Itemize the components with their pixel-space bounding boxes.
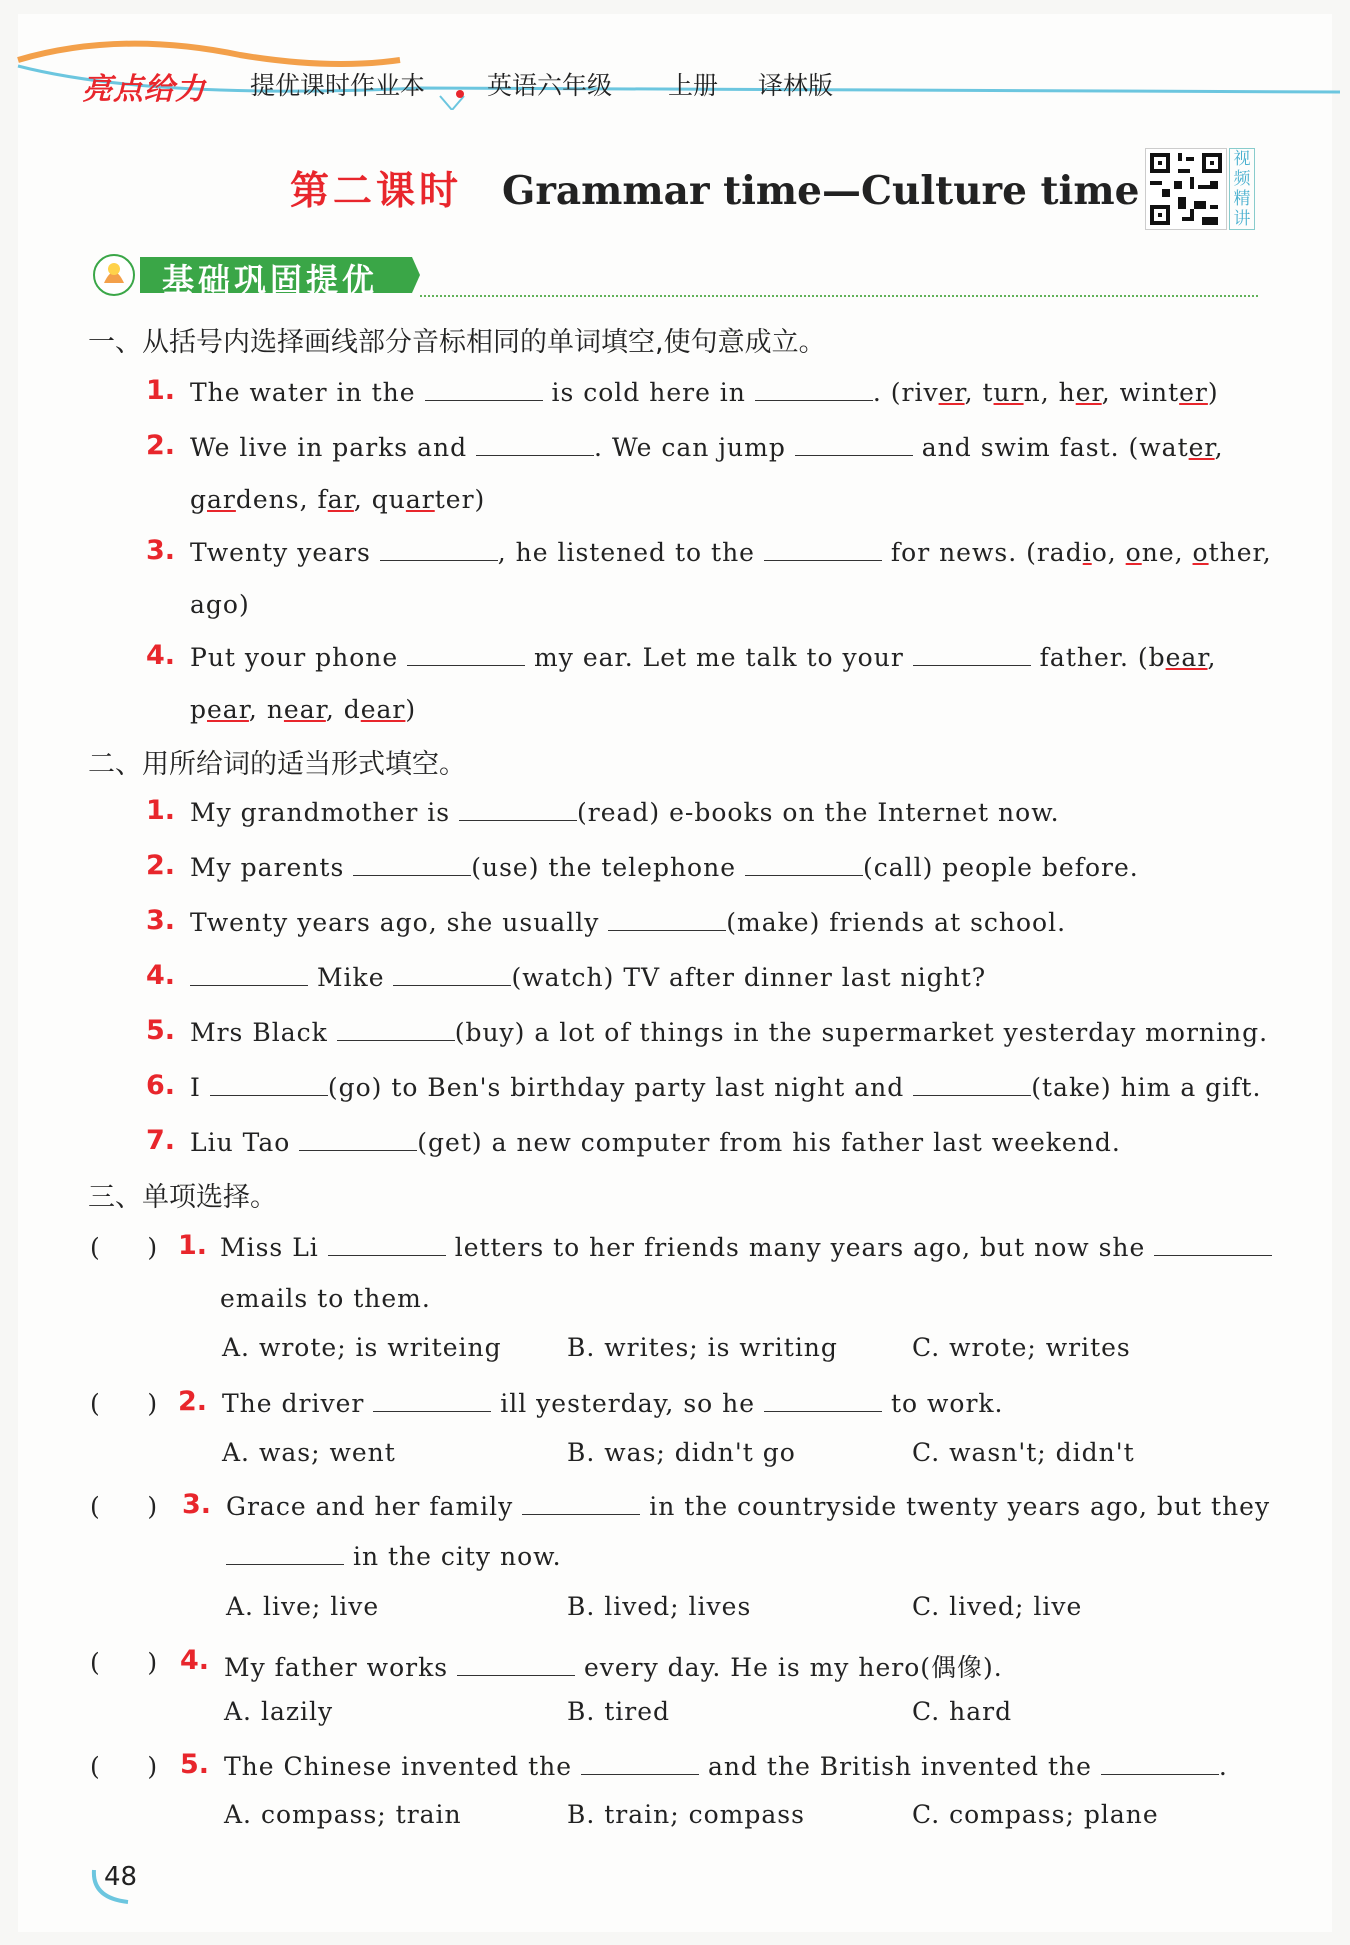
- question-line: Liu Tao (get) a new computer from his father last weekend.: [190, 1128, 1121, 1157]
- answer-blank[interactable]: [476, 433, 594, 456]
- question-line: The Chinese invented the and the British invented the .: [224, 1752, 1228, 1781]
- banner-divider: [420, 295, 1258, 297]
- option-a[interactable]: A. wrote; is writeing: [222, 1333, 502, 1362]
- option-b[interactable]: B. train; compass: [567, 1800, 805, 1829]
- answer-blank[interactable]: [407, 643, 525, 666]
- question-number: 1.: [178, 1230, 208, 1261]
- answer-blank[interactable]: [380, 538, 498, 561]
- question-line: ago): [190, 590, 250, 619]
- question-line: I (go) to Ben's birthday party last night and (take) him a gift.: [190, 1073, 1262, 1102]
- question-number: 3.: [182, 1489, 212, 1520]
- answer-blank[interactable]: [328, 1233, 446, 1256]
- option-a[interactable]: A. compass; train: [224, 1800, 462, 1829]
- lesson-topic: Grammar time—Culture time: [502, 168, 1140, 214]
- question-number: 7.: [146, 1125, 176, 1156]
- question-line: The water in the is cold here in . (river, turn, her, winter): [190, 378, 1219, 407]
- question-line: Mike (watch) TV after dinner last night?: [190, 963, 986, 992]
- option-a[interactable]: A. lazily: [224, 1697, 334, 1726]
- answer-blank[interactable]: [353, 853, 471, 876]
- answer-bracket[interactable]: ( ): [90, 1752, 158, 1781]
- answer-blank[interactable]: [210, 1073, 328, 1096]
- section-banner-label: 基础巩固提优: [162, 261, 379, 299]
- question-number: 2.: [178, 1386, 208, 1417]
- answer-blank[interactable]: [745, 853, 863, 876]
- answer-bracket[interactable]: ( ): [90, 1389, 158, 1418]
- question-line: Twenty years ago, she usually (make) friends at school.: [190, 908, 1067, 937]
- answer-blank[interactable]: [226, 1542, 344, 1565]
- edition-label: 译林版: [758, 71, 834, 100]
- question-number: 5.: [180, 1749, 210, 1780]
- question-number: 4.: [146, 960, 176, 991]
- qr-code-icon[interactable]: [1145, 148, 1227, 230]
- option-a[interactable]: A. live; live: [226, 1592, 380, 1621]
- answer-bracket[interactable]: ( ): [90, 1492, 158, 1521]
- question-line: My grandmother is (read) e-books on the Internet now.: [190, 798, 1060, 827]
- question-number: 4.: [180, 1645, 210, 1676]
- answer-blank[interactable]: [459, 798, 577, 821]
- lesson-number: 第二课时: [290, 169, 463, 214]
- answer-blank[interactable]: [764, 538, 882, 561]
- option-c[interactable]: C. wasn't; didn't: [912, 1438, 1135, 1467]
- lesson-title: [290, 160, 1139, 216]
- option-b[interactable]: B. tired: [567, 1697, 671, 1726]
- question-number: 6.: [146, 1070, 176, 1101]
- answer-blank[interactable]: [1154, 1233, 1272, 1256]
- question-number: 2.: [146, 850, 176, 881]
- grade-label: 英语六年级: [487, 71, 613, 100]
- answer-blank[interactable]: [764, 1389, 882, 1412]
- qr-caption: 视频精讲: [1229, 148, 1255, 230]
- answer-blank[interactable]: [425, 378, 543, 401]
- question-number: 3.: [146, 535, 176, 566]
- answer-blank[interactable]: [795, 433, 913, 456]
- question-line: My father works every day. He is my hero(偶像).: [224, 1653, 1003, 1682]
- question-line: Mrs Black (buy) a lot of things in the supermarket yesterday morning.: [190, 1018, 1269, 1047]
- answer-blank[interactable]: [522, 1492, 640, 1515]
- page-header: [0, 0, 1350, 110]
- question-number: 3.: [146, 905, 176, 936]
- question-line: My parents (use) the telephone (call) people before.: [190, 853, 1139, 882]
- volume-label: 上册: [668, 71, 719, 100]
- question-line: Put your phone my ear. Let me talk to your father. (bear,: [190, 643, 1217, 672]
- question-line: emails to them.: [220, 1284, 431, 1313]
- question-number: 1.: [146, 795, 176, 826]
- answer-blank[interactable]: [608, 908, 726, 931]
- option-c[interactable]: C. lived; live: [912, 1592, 1083, 1621]
- question-number: 1.: [146, 375, 176, 406]
- option-b[interactable]: B. lived; lives: [567, 1592, 752, 1621]
- question-line: gardens, far, quarter): [190, 485, 486, 514]
- section-heading-2: 二、用所给词的适当形式填空。: [88, 749, 466, 780]
- section-heading-1: 一、从括号内选择画线部分音标相同的单词填空,使句意成立。: [88, 327, 826, 358]
- answer-blank[interactable]: [337, 1018, 455, 1041]
- question-line: We live in parks and . We can jump and swim fast. (water,: [190, 433, 1224, 462]
- question-line: in the city now.: [226, 1542, 562, 1571]
- option-b[interactable]: B. was; didn't go: [567, 1438, 796, 1467]
- answer-blank[interactable]: [299, 1128, 417, 1151]
- question-line: The driver ill yesterday, so he to work.: [222, 1389, 1004, 1418]
- question-line: Grace and her family in the countryside twenty years ago, but they: [226, 1492, 1271, 1521]
- answer-blank[interactable]: [457, 1653, 575, 1676]
- option-a[interactable]: A. was; went: [222, 1438, 396, 1467]
- answer-blank[interactable]: [913, 643, 1031, 666]
- question-line: Miss Li letters to her friends many years ago, but now she: [220, 1233, 1272, 1262]
- series-name: 提优课时作业本: [250, 71, 426, 100]
- answer-blank[interactable]: [1101, 1752, 1219, 1775]
- answer-blank[interactable]: [581, 1752, 699, 1775]
- option-c[interactable]: C. wrote; writes: [912, 1333, 1131, 1362]
- section-heading-3: 三、单项选择。: [88, 1182, 277, 1213]
- option-c[interactable]: C. compass; plane: [912, 1800, 1159, 1829]
- page-number: 48: [104, 1862, 138, 1892]
- answer-bracket[interactable]: ( ): [90, 1233, 158, 1262]
- answer-blank[interactable]: [755, 378, 873, 401]
- question-number: 4.: [146, 640, 176, 671]
- question-number: 2.: [146, 430, 176, 461]
- answer-blank[interactable]: [913, 1073, 1031, 1096]
- question-line: Twenty years , he listened to the for news. (radio, one, other,: [190, 538, 1272, 567]
- answer-blank[interactable]: [190, 963, 308, 986]
- option-c[interactable]: C. hard: [912, 1697, 1013, 1726]
- answer-blank[interactable]: [393, 963, 511, 986]
- option-b[interactable]: B. writes; is writing: [567, 1333, 838, 1362]
- brand-logo: 亮点给力: [82, 72, 206, 107]
- question-number: 5.: [146, 1015, 176, 1046]
- answer-blank[interactable]: [373, 1389, 491, 1412]
- answer-bracket[interactable]: ( ): [90, 1648, 158, 1677]
- question-line: pear, near, dear): [190, 695, 417, 724]
